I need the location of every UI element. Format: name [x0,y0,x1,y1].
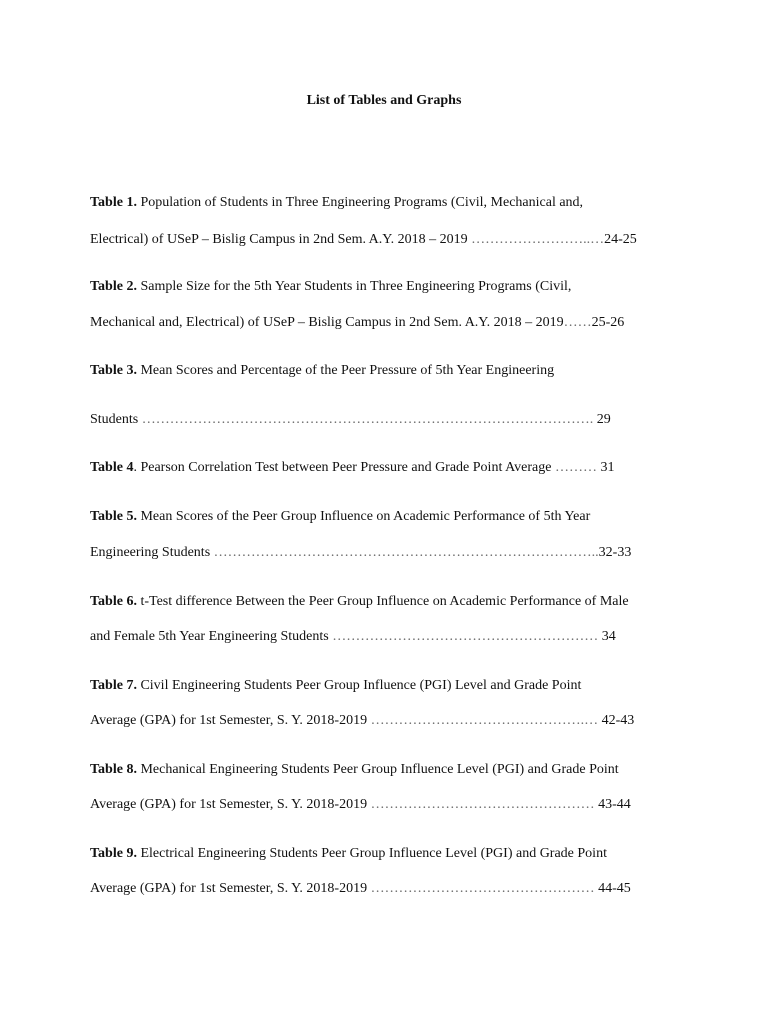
table-8-line-2 [90,796,631,814]
table-7-leader-dots: ……………………………………….… [370,713,599,728]
table-8-caption-line-2: Average (GPA) for 1st Semester, S. Y. 2018-2019 [90,797,371,812]
table-4-pages: 31 [596,460,615,475]
table-2-caption-line-1: Sample Size for the 5th Year Students in Three Engineering Programs (Civil, [136,279,572,294]
table-2-line-1 [90,278,571,296]
table-9-pages: 44-45 [594,881,631,896]
table-6-leader-dots: ………………………………………………… [332,629,599,644]
table-9-label: Table 9. [90,846,137,861]
table-3-caption-line-2: Students [90,412,142,427]
table-7-line-2 [90,712,634,730]
table-2-line-2 [90,314,624,332]
table-8-caption-line-1: Mechanical Engineering Students Peer Group Influence Level (PGI) and Grade Point [136,762,619,777]
table-3-line-1 [90,362,554,380]
table-5-pages: 32-33 [598,545,632,560]
table-2-label: Table 2. [90,279,137,294]
table-4-label: Table 4 [90,460,134,475]
table-2-pages: 25-26 [591,315,625,330]
table-6-pages: 34 [598,629,616,644]
table-1-label: Table 1. [90,195,137,210]
table-5-line-1 [90,508,590,526]
table-1-caption-line-1: Population of Students in Three Engineering Programs (Civil, Mechanical and, [136,195,584,210]
table-1-caption-line-2: Electrical) of USeP – Bislig Campus in 2nd Sem. A.Y. 2018 – 2019 [90,232,472,247]
table-7-line-1 [90,677,581,695]
table-1-leader-dots: ……………………..… [471,232,605,247]
table-9-line-2 [90,880,631,898]
table-5-label: Table 5. [90,509,137,524]
table-3-label: Table 3. [90,363,137,378]
table-8-line-1 [90,761,619,779]
table-3-pages: 29 [593,412,611,427]
table-8-pages: 43-44 [594,797,631,812]
table-3-line-2 [90,411,611,429]
table-5-caption-line-2: Engineering Students [90,545,214,560]
table-6-line-2 [90,628,616,646]
table-6-line-1 [90,593,629,611]
table-9-line-1 [90,845,607,863]
table-8-label: Table 8. [90,762,137,777]
table-5-caption-line-1: Mean Scores of the Peer Group Influence on Academic Performance of 5th Year [136,509,591,524]
table-7-caption-line-2: Average (GPA) for 1st Semester, S. Y. 2018-2019 [90,713,371,728]
table-4-caption: . Pearson Correlation Test between Peer Pressure and Grade Point Average [133,460,555,475]
table-1-pages: 24-25 [604,232,637,247]
table-7-caption-line-1: Civil Engineering Students Peer Group Influence (PGI) Level and Grade Point [136,678,582,693]
table-4-leader-dots: ……… [554,460,597,475]
table-7-label: Table 7. [90,678,137,693]
table-6-label: Table 6. [90,594,137,609]
table-2-leader-dots: …… [563,315,592,330]
table-6-caption-line-2: and Female 5th Year Engineering Students [90,629,333,644]
table-6-caption-line-1: t-Test difference Between the Peer Group Influence on Academic Performance of Male [136,594,629,609]
table-7-pages: 42-43 [598,713,635,728]
table-1-line-1 [90,194,583,212]
table-1-line-2 [90,231,637,249]
table-9-caption-line-2: Average (GPA) for 1st Semester, S. Y. 2018-2019 [90,881,371,896]
table-5-line-2 [90,544,631,562]
table-9-leader-dots: ………………………………………… [370,881,595,896]
table-2-caption-line-2: Mechanical and, Electrical) of USeP – Bislig Campus in 2nd Sem. A.Y. 2018 – 2019 [90,315,564,330]
page-title: List of Tables and Graphs [306,93,462,108]
table-8-leader-dots: ………………………………………… [370,797,595,812]
table-9-caption-line-1: Electrical Engineering Students Peer Group Influence Level (PGI) and Grade Point [136,846,607,861]
table-3-caption-line-1: Mean Scores and Percentage of the Peer Pressure of 5th Year Engineering [136,363,555,378]
table-5-leader-dots: ……………………………………………………………………….. [213,545,599,560]
table-4-line-1 [90,459,614,477]
table-3-leader-dots: ……………………………………………………………………………………. [141,412,594,427]
